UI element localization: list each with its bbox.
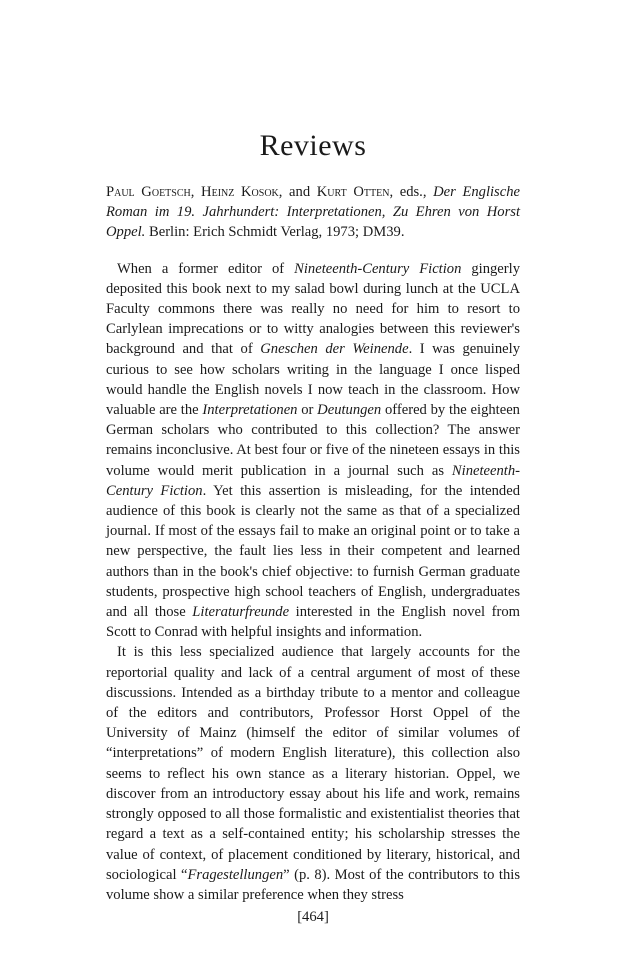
italic-run: Deutungen	[317, 402, 382, 419]
text-run: offered by the eighteen German scholars who contributed to this collection? The answer remains inconclusive. At best four or five of the nineteen essays in this volume would merit publication in a journal such as	[106, 402, 520, 479]
text-run: . Yet this assertion is misleading, for the intended audience of this book is clearly not the same as that of a specialized journal. If most of the essays fail to make an original point or to take a new perspective, the fault lies less in their competent and learned authors than in the book's chief objective: to furnish German graduate students, prospective high school teachers of English, undergraduates and all those	[106, 482, 520, 621]
text-run: or	[297, 402, 318, 419]
section-heading: Reviews	[259, 129, 367, 162]
italic-run: Fragestellungen	[187, 866, 284, 883]
text-run: gingerly deposited this book next to my salad bowl during lunch at the UCLA Faculty commons there was really no need for him to resort to Carlylean imprecations or to witty analogies between this reviewer's background and that of	[106, 260, 520, 358]
review-paragraph-2	[106, 642, 520, 905]
author-kosok: Heinz Kosok	[201, 184, 279, 200]
text-run: When a former editor of	[117, 260, 295, 277]
book-citation	[106, 182, 520, 243]
book-title: Der Englische Roman im 19. Jahrhundert: Interpretationen, Zu Ehren von Horst Oppel.	[106, 184, 520, 241]
page-number: [464]	[297, 909, 329, 926]
citation-separator: ,	[190, 184, 202, 200]
italic-run: Nineteenth-Century Fiction	[106, 462, 520, 499]
author-goetsch: Paul Goetsch	[106, 184, 191, 200]
text-run: . I was genuinely curious to see how scholars writing in the language I once lisped would handle the English novels I now teach in the classroom. How valuable are the	[106, 341, 520, 419]
text-run: ” (p. 8). Most of the contributors to this volume show a similar preference when they stress	[106, 866, 520, 903]
review-paragraph-1	[106, 259, 520, 643]
text-run: interested in the English novel from Scott to Conrad with helpful insights and information.	[106, 604, 520, 641]
review-page	[106, 128, 520, 927]
citation-eds: , eds.,	[389, 184, 434, 200]
italic-run: Gneschen der Weinende	[260, 341, 409, 358]
publication-info: Berlin: Erich Schmidt Verlag, 1973; DM39.	[145, 224, 405, 241]
italic-run: Nineteenth-Century Fiction	[294, 260, 462, 277]
italic-run: Literaturfreunde	[192, 604, 290, 621]
text-run: It is this less specialized audience that largely accounts for the reportorial quality and lack of a central argument of most of these discussions. Intended as a birthday tribute to a mentor and colleague of the editors and contributors, Professor Horst Oppel of the University of Mainz (himself the editor of similar volumes of “interpretations” of modern English literature), this collection also seems to reflect his own stance as a literary historian. Oppel, we discover from an introductory essay about his life and work, remains strongly opposed to all those formalistic and existentialist theories that regard a text as a self-contained entity; his scholarship stresses the value of context, of placement conditioned by literary, historical, and sociological “	[106, 644, 520, 883]
author-otten: Kurt Otten	[316, 184, 390, 200]
citation-separator: , and	[278, 184, 317, 200]
italic-run: Interpretationen	[202, 402, 298, 419]
